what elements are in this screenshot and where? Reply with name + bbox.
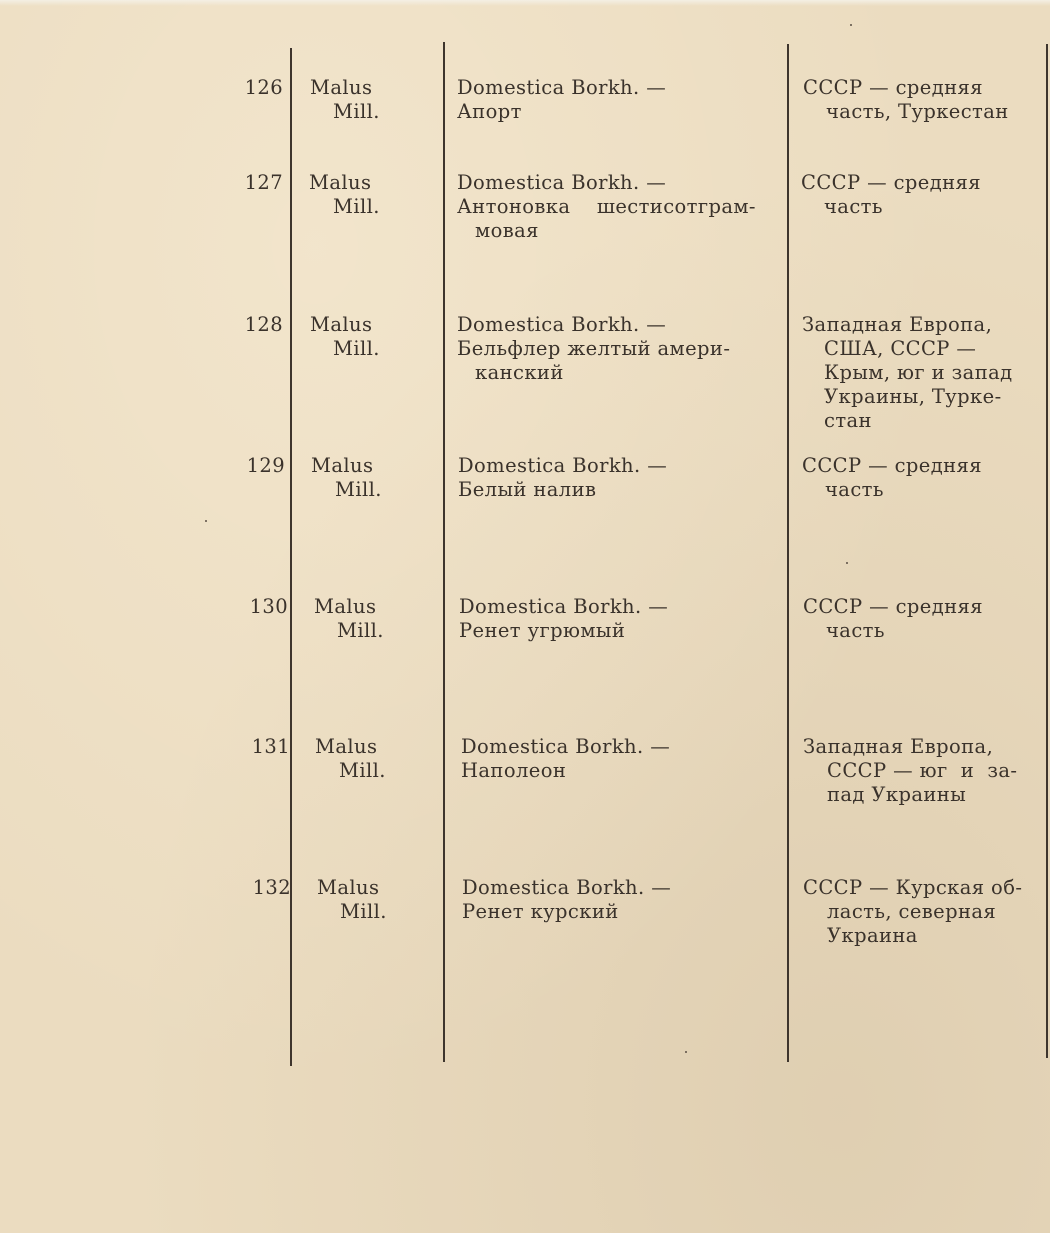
paper-speck bbox=[685, 1051, 687, 1053]
region-line-1: СССР — средняя bbox=[801, 171, 981, 194]
species-line-1: Domestica Borkh. — bbox=[457, 76, 667, 99]
region-line-1: СССР — средняя bbox=[803, 595, 983, 618]
column-rule-number bbox=[290, 48, 292, 1066]
page-edge bbox=[0, 0, 1050, 6]
row-number: 131 bbox=[251, 735, 290, 758]
region-line-2: часть, Туркестан bbox=[826, 100, 1009, 123]
region-line-5: стан bbox=[824, 409, 872, 432]
genus-name: Malus bbox=[315, 735, 378, 758]
region-line-1: СССР — средняя bbox=[802, 454, 982, 477]
column-rule-species bbox=[787, 44, 789, 1062]
genus-author: Mill. bbox=[333, 100, 380, 123]
species-line-2: Ренет курский bbox=[462, 900, 619, 923]
region-line-2: часть bbox=[824, 195, 883, 218]
row-number: 127 bbox=[244, 171, 283, 194]
region-line-1: СССР — Курская об- bbox=[803, 876, 1023, 899]
region-line-1: СССР — средняя bbox=[803, 76, 983, 99]
species-line-1: Domestica Borkh. — bbox=[462, 876, 672, 899]
species-line-1: Domestica Borkh. — bbox=[458, 454, 668, 477]
genus-name: Malus bbox=[310, 76, 373, 99]
species-line-1: Domestica Borkh. — bbox=[461, 735, 671, 758]
species-line-2: Антоновка шестисотграм- bbox=[457, 195, 756, 218]
genus-name: Malus bbox=[314, 595, 377, 618]
species-line-1: Domestica Borkh. — bbox=[457, 313, 667, 336]
paper-speck bbox=[846, 562, 848, 564]
region-line-1: Западная Европа, bbox=[802, 313, 993, 336]
region-line-4: Украины, Турке- bbox=[824, 385, 1002, 408]
row-number: 128 bbox=[244, 313, 283, 336]
region-line-3: пад Украины bbox=[827, 783, 967, 806]
species-line-1: Domestica Borkh. — bbox=[459, 595, 669, 618]
region-line-3: Украина bbox=[827, 924, 918, 947]
genus-name: Malus bbox=[310, 313, 373, 336]
region-line-3: Крым, юг и запад bbox=[824, 361, 1013, 384]
genus-author: Mill. bbox=[333, 337, 380, 360]
region-line-1: Западная Европа, bbox=[803, 735, 994, 758]
paper-speck bbox=[850, 24, 852, 26]
row-number: 129 bbox=[246, 454, 285, 477]
species-line-2: Наполеон bbox=[461, 759, 567, 782]
row-number: 132 bbox=[252, 876, 291, 899]
species-line-2: Белый налив bbox=[458, 478, 597, 501]
region-line-2: часть bbox=[825, 478, 884, 501]
region-line-2: США, СССР — bbox=[824, 337, 977, 360]
species-line-2: Ренет угрюмый bbox=[459, 619, 626, 642]
row-number: 126 bbox=[244, 76, 283, 99]
genus-author: Mill. bbox=[333, 195, 380, 218]
species-line-3: мовая bbox=[475, 219, 539, 242]
genus-name: Malus bbox=[309, 171, 372, 194]
column-rule-genus bbox=[443, 42, 445, 1062]
species-line-2: Апорт bbox=[457, 100, 522, 123]
genus-author: Mill. bbox=[337, 619, 384, 642]
species-line-1: Domestica Borkh. — bbox=[457, 171, 667, 194]
genus-name: Malus bbox=[311, 454, 374, 477]
genus-author: Mill. bbox=[335, 478, 382, 501]
region-line-2: СССР — юг и за- bbox=[827, 759, 1018, 782]
genus-author: Mill. bbox=[340, 900, 387, 923]
row-number: 130 bbox=[249, 595, 288, 618]
genus-name: Malus bbox=[317, 876, 380, 899]
genus-author: Mill. bbox=[339, 759, 386, 782]
column-rule-right bbox=[1046, 44, 1048, 1058]
region-line-2: часть bbox=[826, 619, 885, 642]
paper-speck bbox=[205, 520, 207, 522]
species-line-2: Бельфлер желтый амери- bbox=[457, 337, 731, 360]
region-line-2: ласть, северная bbox=[827, 900, 997, 923]
species-line-3: канский bbox=[475, 361, 564, 384]
